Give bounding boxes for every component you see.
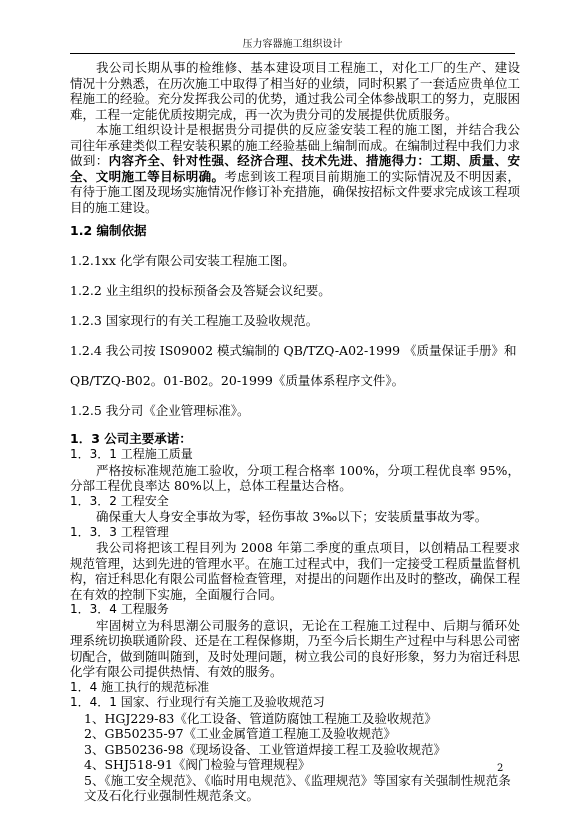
standard-item-4: 4、SHJ518-91《阀门检验与管理规程》	[84, 757, 311, 772]
standard-item-3: 3、GB50236-98《现场设备、工业管道焊接工程工及验收规范》	[84, 741, 447, 757]
standard-item-2: 2、GB50235-97《工业金属管道工程施工及验收规范》	[84, 726, 397, 741]
basis-item-3: 1.2.3 国家现行的有关工程施工及验收规范。	[70, 313, 319, 328]
section-1-3-2-title: 1．3．2 工程安全	[70, 493, 169, 508]
section-1-3-2-text: 确保重大人身安全事故为零，轻伤事故 3‰以下；安装质量事故为零。	[96, 509, 488, 524]
basis-item-2: 1.2.2 业主组织的投标预备会及答疑会议纪要。	[70, 283, 331, 298]
basis-item-5: 1.2.5 我分司《企业管理标准》。	[70, 403, 250, 418]
page-header: 压力容器施工组织设计	[242, 39, 343, 50]
basis-item-4: 1.2.4 我公司按 IS09002 模式编制的 QB/TZQ-A02-1999 《质量保证手册》和	[70, 343, 517, 358]
intro-paragraph-1: 我公司长期从事的检维修、基本建设项目工程施工，对化工厂的生产、建设情况十分熟悉，在历次施工中取得了相当好的业绩，同时积累了一套适应贵单位工程施工的经验。充分发挥我公司的优势，通过我公司全体参战职工的努力，克服困难，工程一定能优质按期完成，再一次为贵分司的发展提供优质服务。	[70, 60, 521, 122]
section-1-4-title: 1．4 施工执行的规范标准	[70, 679, 210, 694]
page-number: 2	[497, 763, 504, 774]
intro-paragraph-2-start: 本施工组织设计是根据贵分司提供的反应釜安装工程的施工图，并结合我公司往年承建类似工程安装积累的施工经验基础上编制而成。在编制过程中我们力求做到：	[70, 122, 521, 168]
standard-item-5: 5、《施工安全规范》、《临时用电规范》、《监理规范》等国家有关强制性规范条文及石化行业强制性规范条文。	[84, 772, 511, 803]
section-1-3-1-title: 1．3．1 工程施工质量	[70, 447, 193, 461]
section-1-3-1-text: 严格按标准规范施工验收，分项工程合格率 100%，分项工程优良率 95%，分部工程优良率达 80%以上，总体工程量达合格。	[70, 462, 520, 493]
document-body	[70, 60, 520, 804]
basis-item-4-continued: QB/TZQ-B02。01-B02。20-1999《质量体系程序文件》。	[70, 373, 405, 388]
intro-paragraph-2-end: 考虑到该工程项目前期施工的实际情况及不明因素，有待于施工图及现场实施情况作修订补充措施，确保按招标文件要求完成该工程项目的施工建设。	[70, 168, 521, 215]
basis-item-1: 1.2.1xx 化学有限公司安装工程施工图。	[70, 253, 295, 268]
section-1-3-4-text: 牢固树立为科思潮公司服务的意识，无论在工程施工过程中、后期与循环处理系统切换联通阶段、还是在工程保修期，乃至今后长期生产过程中与科思公司密切配合，做到随叫随到，及时处理问题，树立我公司的良好形象，努力为宿迁科思化学有限公司提供热情、有效的服务。	[70, 617, 521, 679]
section-1-2-title: 1.2 编制依据	[70, 223, 147, 238]
section-1-3-title: 1．3 公司主要承诺：	[70, 431, 192, 446]
standard-item-1: 1、HGJ229-83《化工设备、管道防腐蚀工程施工及验收规范》	[84, 710, 437, 726]
header-rule	[70, 53, 515, 54]
section-1-3-4-title: 1．3．4 工程服务	[70, 602, 169, 616]
section-1-3-3-text: 我公司将把该工程目列为 2008 年第二季度的重点项目，以创精品工程要求规范管理，达到先进的管理水平。在施工过程式中，我们一定接受工程质量监督机构，宿迁科思化有限公司监督检查管理，对提出的问题作出及时的整改，确保工程在有效的控制下实施，全面履行合同。	[70, 540, 521, 602]
section-1-3-3-title: 1．3．3 工程管理	[70, 524, 169, 539]
section-1-4-1-title: 1．4．1 国家、行业现行有关施工及验收规范习	[70, 695, 325, 709]
intro-paragraph-2	[70, 122, 520, 215]
intro-paragraph-2-emphasis: 内容齐全、针对性强、经济合理、技术先进、措施得力：工期、质量、安全、文明施工等目标明确。	[70, 153, 520, 184]
